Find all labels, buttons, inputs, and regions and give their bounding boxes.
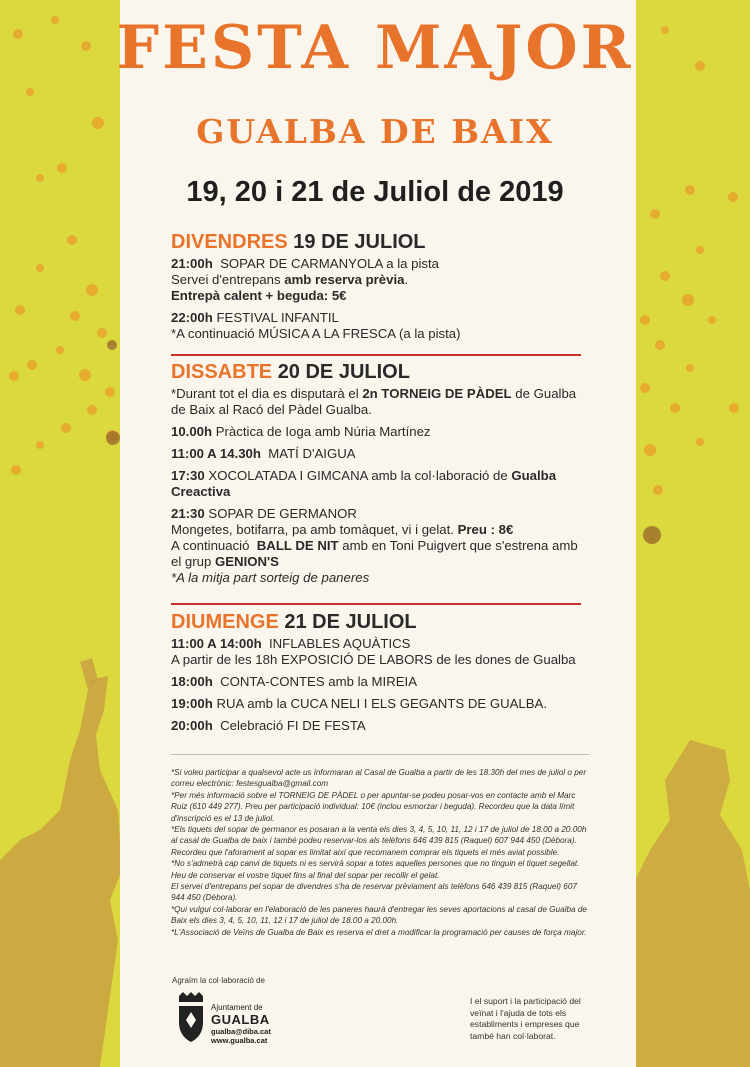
thanks-text: I el suport i la participació del veïnat i l'ajuda de tots els establiments i empreses que també han col·laborat.	[470, 996, 581, 1041]
note: *Si voleu participar a qualsevol acte us informaran al Casal de Gualba a partir de les 18.30h del mes de juliol o per correu electrònic: festesgualba@gmail.com	[171, 768, 587, 789]
saturday-event-1: 10.00h Pràctica de Ioga amb Núria Martínez	[171, 424, 431, 439]
dancer-silhouette-right	[630, 740, 750, 1067]
note: *Per més informació sobre el TORNEIG DE PÀDEL o per apuntar-se podeu posar-vos en contacte amb el Marc Ruiz (610 449 277). Preu per participació individual: 10€ (inclou esmorzar i beguda). Recordeu que la data límit d'inscripció es el 13 de juliol.	[171, 790, 576, 823]
sunday-event-1: 11:00 A 14:00h INFLABLES AQUÀTICS A partir de les 18h EXPOSICIÓ DE LABORS de les dones de Gualba	[171, 636, 576, 667]
acknowledgement-label: Agraïm la col·laboració de	[172, 976, 265, 985]
notes-divider	[171, 754, 589, 755]
friday-event-2: 22:00h FESTIVAL INFANTIL *A continuació MÚSICA A LA FRESCA (a la pista)	[171, 310, 461, 341]
friday-event-1: 21:00h SOPAR DE CARMANYOLA a la pista Servei d'entrepans amb reserva prèvia. Entrepà calent + beguda: 5€	[171, 256, 440, 303]
note: El servei d'entrepans pel sopar de divendres s'ha de reservar prèviament als telèfons 646 439 815 (Raquel) 607 944 450 (Dèbora).	[171, 882, 577, 903]
council-logo-text: Ajuntament de GUALBA gualba@diba.cat www.gualba.cat	[211, 1003, 271, 1045]
friday-heading: DIVENDRES 19 DE JULIOL	[171, 231, 426, 253]
saturday-event-4: 21:30 SOPAR DE GERMANOR Mongetes, botifarra, pa amb tomàquet, vi i gelat. Preu : 8€ A continuació BALL DE NIT amb en Toni Puigvert que s'estrena amb el grup GENION'S *A la mitja part sorteig de paneres	[171, 506, 578, 585]
note: *Qui vulgui col·laborar en l'elaboració de les paneres haurà d'entregar les seves aportacions al casal de Gualba de Baix els dies 3, 4, 5, 10, 11, 12 i 17 de juliol de 18.00 a 20.00h.	[171, 904, 587, 926]
section-divider	[171, 603, 581, 605]
note: *Els tiquets del sopar de germanor es posaran a la venta els dies 3, 4, 5, 10, 11, 12 i 17 de juliol de 18.00 a 20.00h al casal de Gualba de baix i també podeu reservar-los als telèfons 646 439 815 (Raquel) 607 944 450 (Dèbora). Recordeu que l'aforament al sopar es limitat així que recomanem comprar els tiquets el més aviat possible.	[171, 825, 587, 857]
note: *No s'admetrà cap canvi de tiquets ni es servirà sopar a totes aquelles persones que no tinguin el tiquet segellat. Heu de conservar el vostre tiquet fins al final del sopar per recollir el gelat.	[171, 859, 580, 880]
poster-subtitle: GUALBA DE BAIX	[196, 112, 554, 151]
saturday-event-2: 11:00 A 14.30h MATÍ D'AIGUA	[171, 446, 356, 461]
festival-dates: 19, 20 i 21 de Juliol de 2019	[186, 176, 564, 208]
dancer-silhouette-left	[0, 640, 130, 1067]
council-shield-icon	[171, 992, 211, 1052]
sunday-event-3: 19:00h RUA amb la CUCA NELI I ELS GEGANTS DE GUALBA.	[171, 696, 547, 711]
footnotes	[171, 767, 591, 938]
section-divider	[171, 354, 581, 356]
saturday-intro: *Durant tot el dia es disputarà el 2n TORNEIG DE PÀDEL de Gualba de Baix al Racó del Pàdel Gualba.	[171, 386, 577, 417]
poster-title: FESTA MAJOR	[116, 13, 634, 83]
sunday-section	[171, 611, 591, 734]
saturday-heading: DISSABTE 20 DE JULIOL	[171, 361, 410, 383]
sunday-event-4: 20:00h Celebració FI DE FESTA	[171, 718, 366, 733]
note: *L'Associació de Veïns de Gualba de Baix es reserva el dret a modificar la programació per causes de força major.	[171, 927, 587, 937]
saturday-event-3: 17:30 XOCOLATADA I GIMCANA amb la col·laboració de Gualba Creactiva	[171, 468, 557, 499]
friday-section	[171, 231, 591, 342]
sunday-event-2: 18:00h CONTA-CONTES amb la MIREIA	[171, 674, 417, 689]
sunday-heading: DIUMENGE 21 DE JULIOL	[171, 611, 417, 633]
saturday-section	[171, 361, 591, 586]
